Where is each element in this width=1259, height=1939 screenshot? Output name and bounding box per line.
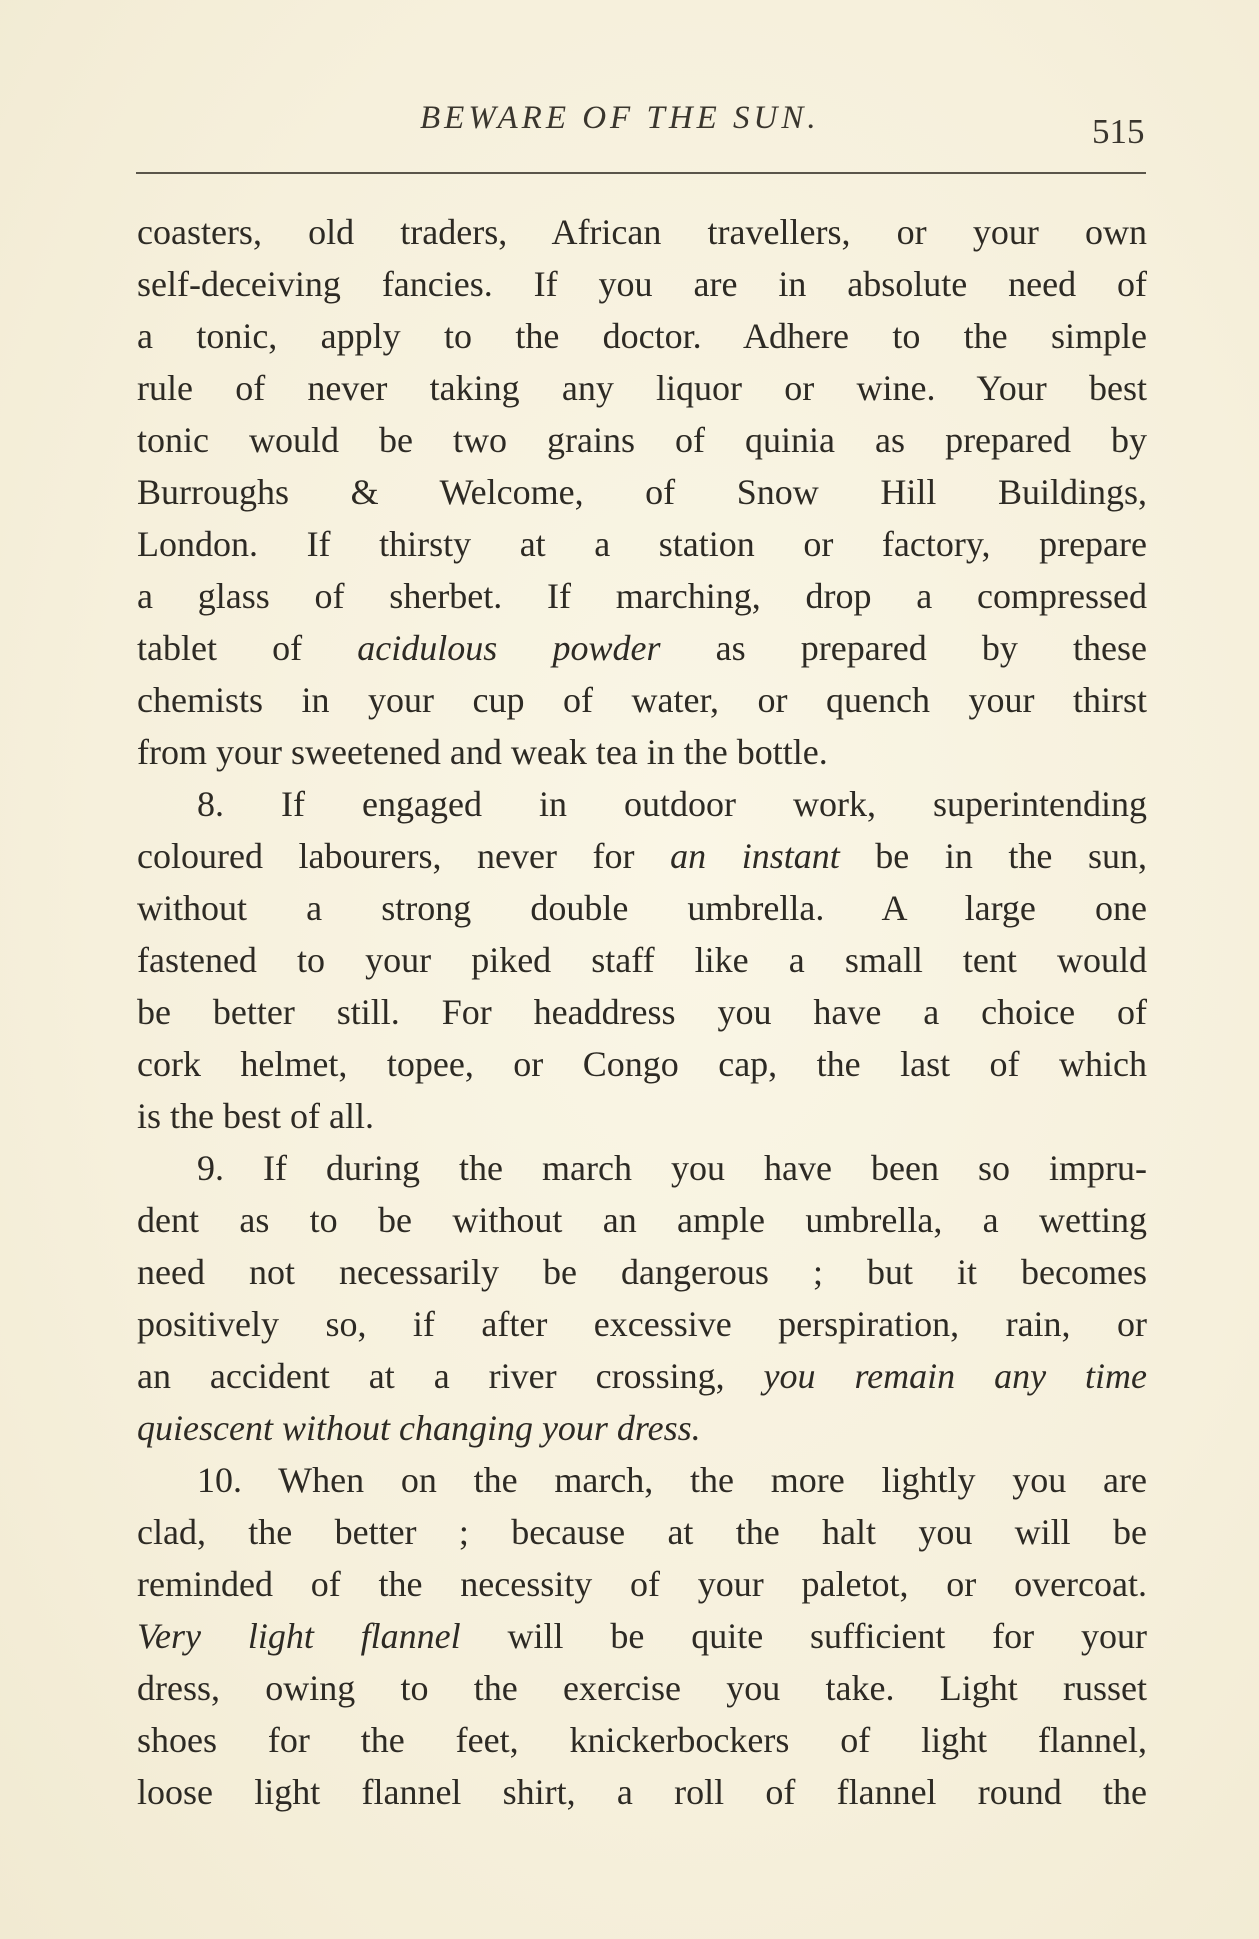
header-rule: [136, 172, 1146, 174]
text-line: London. If thirsty at a station or factory, prepare: [137, 524, 1147, 564]
italic-phrase: quiescent without changing your dress.: [137, 1408, 701, 1448]
text-line: dress, owing to the exercise you take. Light russet: [137, 1668, 1147, 1708]
text-line: is the best of all.: [137, 1096, 374, 1136]
text-line: Very light flannel will be quite sufficient for your: [137, 1616, 1147, 1656]
text-line: an accident at a river crossing, you remain any time: [137, 1356, 1147, 1396]
text-line: a glass of sherbet. If marching, drop a compressed: [137, 576, 1147, 616]
paragraph-9-start: 9. If during the march you have been so impru-: [197, 1148, 1147, 1188]
page-number: 515: [1092, 112, 1145, 151]
text-line: dent as to be without an ample umbrella, a wetting: [137, 1200, 1147, 1240]
text-line: reminded of the necessity of your paletot, or overcoat.: [137, 1564, 1147, 1604]
italic-phrase: acidulous powder: [357, 628, 661, 668]
italic-phrase: Very light flannel: [137, 1616, 461, 1656]
text-line: coloured labourers, never for an instant be in the sun,: [137, 836, 1147, 876]
text-line: self-deceiving fancies. If you are in absolute need of: [137, 264, 1147, 304]
italic-phrase: you remain any time: [763, 1356, 1147, 1396]
paragraph-8-start: 8. If engaged in outdoor work, superintending: [197, 784, 1147, 824]
text-line: rule of never taking any liquor or wine. Your best: [137, 368, 1147, 408]
text-line: without a strong double umbrella. A large one: [137, 888, 1147, 928]
body-text: [137, 206, 1147, 1818]
text-line: cork helmet, topee, or Congo cap, the last of which: [137, 1044, 1147, 1084]
italic-phrase: an instant: [670, 836, 840, 876]
text-line: tablet of acidulous powder as prepared by these: [137, 628, 1148, 668]
text-line: shoes for the feet, knickerbockers of light flannel,: [137, 1720, 1147, 1760]
text-line: chemists in your cup of water, or quench your thirst: [137, 680, 1147, 720]
text-line: Burroughs & Welcome, of Snow Hill Buildings,: [137, 472, 1147, 512]
text-line: coasters, old traders, African travellers, or your own: [137, 212, 1147, 252]
text-line: [137, 1402, 1147, 1454]
text-line: be better still. For headdress you have a choice of: [137, 992, 1147, 1032]
running-head: BEWARE OF THE SUN.: [420, 100, 820, 136]
text-line: from your sweetened and weak tea in the bottle.: [137, 732, 828, 772]
text-line: clad, the better ; because at the halt you will be: [137, 1512, 1147, 1552]
text-line: positively so, if after excessive perspiration, rain, or: [137, 1304, 1147, 1344]
text-line: loose light flannel shirt, a roll of flannel round the: [137, 1772, 1147, 1812]
paragraph-10-start: 10. When on the march, the more lightly you are: [197, 1460, 1147, 1500]
text-line: fastened to your piked staff like a small tent would: [137, 940, 1147, 980]
text-line: a tonic, apply to the doctor. Adhere to the simple: [137, 316, 1147, 356]
text-line: need not necessarily be dangerous ; but it becomes: [137, 1252, 1147, 1292]
text-line: tonic would be two grains of quinia as prepared by: [137, 420, 1147, 460]
